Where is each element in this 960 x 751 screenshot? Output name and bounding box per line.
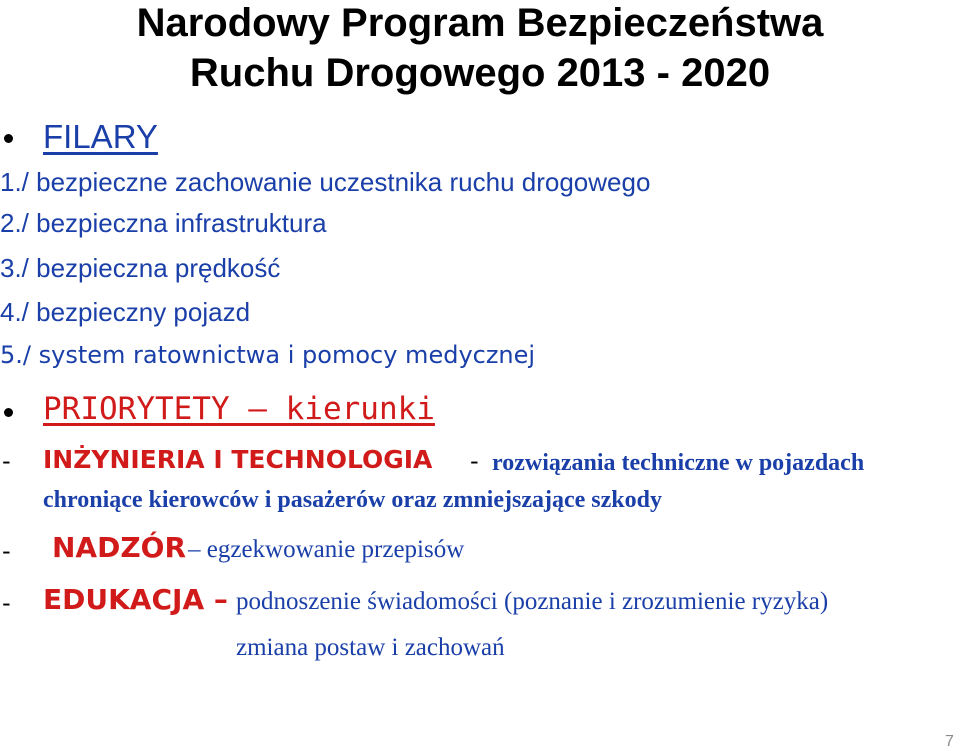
pillar-item-2: 2./ bezpieczna infrastruktura [0,208,327,238]
title-line-1: Narodowy Program Bezpieczeństwa [136,1,824,45]
engineering-separator: - [470,447,479,475]
dash-marker: - [2,537,11,565]
pillars-heading: FILARY [43,118,158,155]
title-line-2: Ruchu Drogowego 2013 - 2020 [189,51,771,95]
pillar-item-5: 5./ system ratownictwa i pomocy medycznej [0,341,536,369]
dash-marker: - [2,589,11,617]
education-label: EDUKACJA – [43,583,228,616]
bullet-icon [4,134,13,143]
education-desc-line-2: zmiana postaw i zachowań [236,634,505,661]
dash-marker: - [2,447,11,475]
pillar-item-1: 1./ bezpieczne zachowanie uczestnika ruchu drogowego [0,167,651,197]
engineering-label: INŻYNIERIA I TECHNOLOGIA [43,445,433,474]
page-number: 7 [945,733,954,750]
pillar-item-4: 4./ bezpieczny pojazd [0,297,251,327]
bullet-icon [4,408,13,417]
pillar-item-3: 3./ bezpieczna prędkość [0,253,281,283]
supervision-desc: – egzekwowanie przepisów [188,536,465,563]
education-desc-line-1: podnoszenie świadomości (poznanie i zrozumienie ryzyka) [236,588,829,615]
priorities-heading: PRIORYTETY – kierunki [43,391,435,427]
engineering-desc-line-2: chroniące kierowców i pasażerów oraz zmniejszające szkody [43,487,662,513]
supervision-label: NADZÓR [52,531,187,564]
engineering-desc-line-1: rozwiązania techniczne w pojazdach [492,450,865,476]
